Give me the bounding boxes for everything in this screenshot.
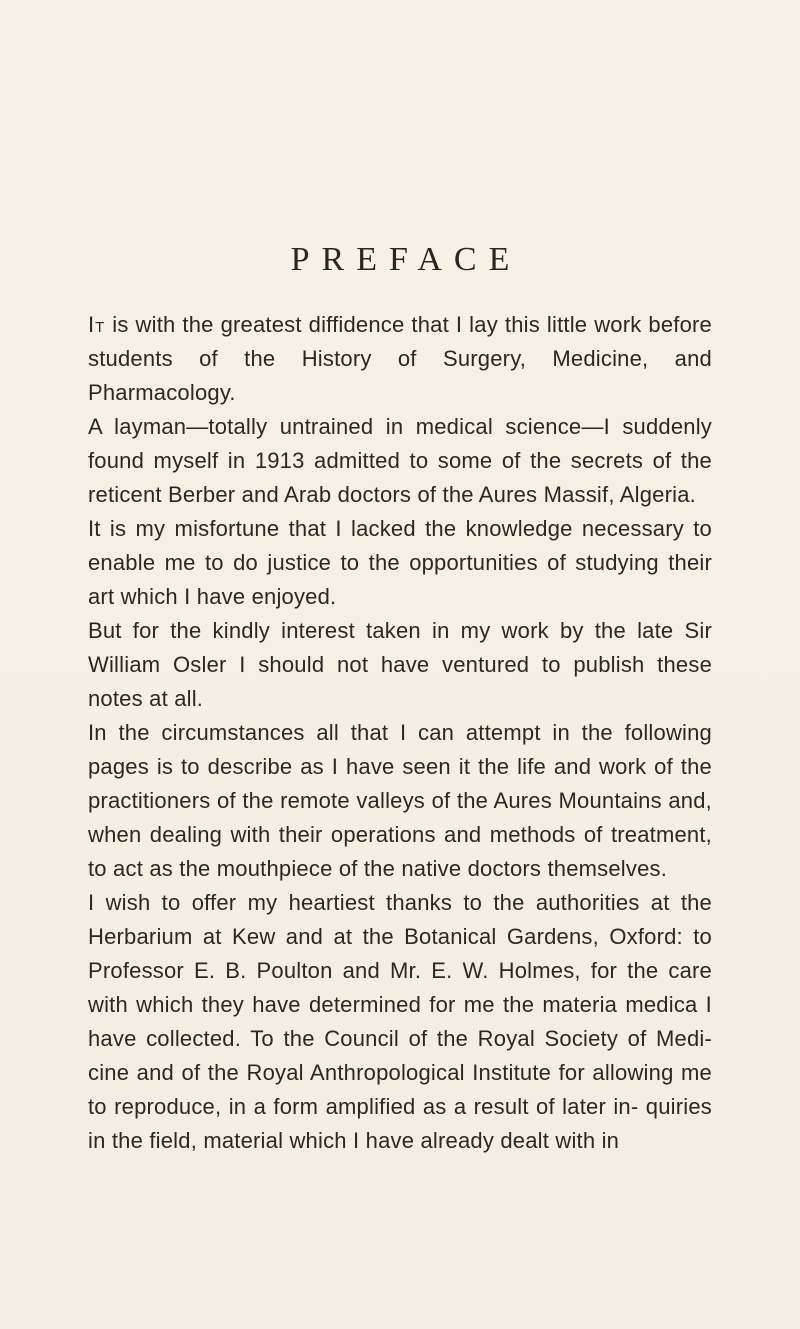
- paragraph-5: [88, 716, 712, 886]
- paragraph-2: [88, 410, 712, 512]
- paragraph-1-lead: It: [88, 312, 106, 337]
- paragraph-6-text: I wish to offer my heartiest thanks to the authorities at the Herbarium at Kew and at the Botanical Gardens, Oxford: to Professor E. B. Poulton and Mr. E. W. Holmes, for the care with which they have determined for me the materia medica I have collected. To the Council of the Royal Society of Medi- cine and of the Royal Anthropological Institute for allowing me to reproduce, in a form amplified as a result of later in- quiries in the field, material which I have already dealt with in: [88, 890, 712, 1153]
- preface-body: [88, 308, 712, 1158]
- paragraph-1: [88, 308, 712, 410]
- paragraph-6: [88, 886, 712, 1158]
- paragraph-4: [88, 614, 712, 716]
- paragraph-4-text: But for the kindly interest taken in my work by the late Sir William Osler I should not have ventured to publish these notes at all.: [88, 618, 712, 711]
- paragraph-3: [88, 512, 712, 614]
- paragraph-3-text: It is my misfortune that I lacked the knowledge necessary to enable me to do justice to the opportunities of studying their art which I have enjoyed.: [88, 516, 712, 609]
- paragraph-2-text: A layman—totally untrained in medical science—I suddenly found myself in 1913 admitted to some of the secrets of the reticent Berber and Arab doctors of the Aures Massif, Algeria.: [88, 414, 712, 507]
- page-title: PREFACE: [290, 241, 522, 278]
- paragraph-5-text: In the circumstances all that I can attempt in the following pages is to describe as I have seen it the life and work of the practitioners of the remote valleys of the Aures Mountains and, when dealing with their operations and methods of treatment, to act as the mouthpiece of the native doctors themselves.: [88, 720, 712, 881]
- paragraph-1-text: is with the greatest diffidence that I lay this little work before students of the History of Surgery, Medicine, and Pharmacology.: [88, 312, 712, 405]
